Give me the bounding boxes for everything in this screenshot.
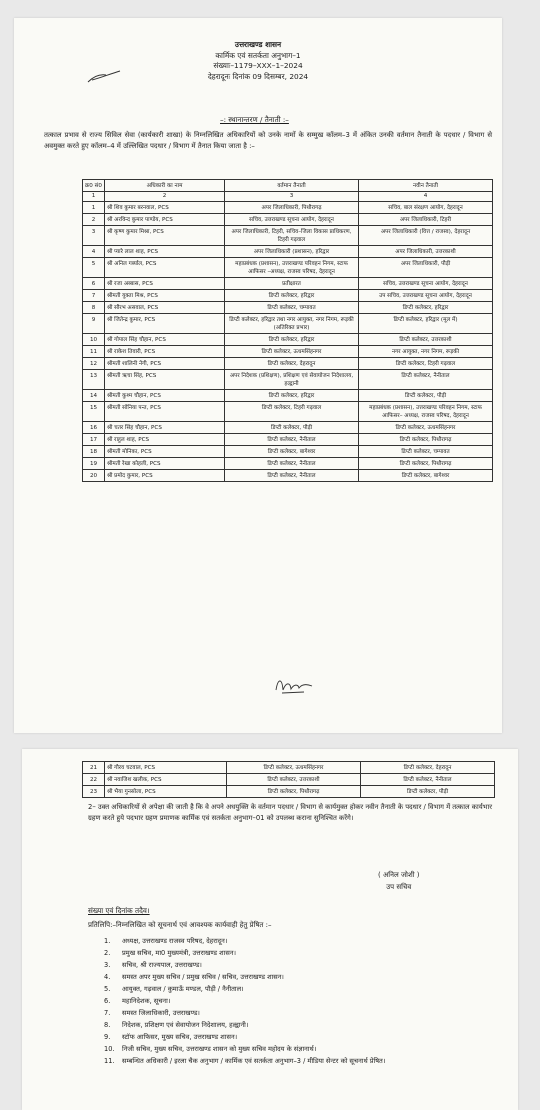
list-item-number: 10. (104, 1045, 115, 1053)
serial-cell: 19 (83, 458, 105, 470)
list-item-text: सम्बन्धित अधिकारी / इरला चैक अनुभाग / कार्मिक एवं सतर्कता अनुभाग–3 / मीडिया सेन्टर को सूचनार्थ प्रेषित। (122, 1057, 386, 1065)
column-number: 4 (359, 192, 493, 202)
serial-cell: 15 (83, 402, 105, 422)
list-item-text: आयुक्त, गढ़वाल / कुमाऊँ मण्डल, पौड़ी / नैनीताल। (122, 985, 244, 993)
new-posting-cell: डिप्टी कलेक्टर, बागेश्वर (359, 470, 493, 482)
table-row (83, 278, 493, 290)
serial-cell: 7 (83, 290, 105, 302)
officer-name-cell: श्रीमती युक्ता मिश्र, PCS (105, 290, 225, 302)
column-number: 2 (105, 192, 225, 202)
table-row (83, 370, 493, 390)
new-posting-cell: अपर जिलाधिकारी, उत्तरकाशी (359, 246, 493, 258)
officer-name-cell: श्री नवाजिश खलीक, PCS (105, 774, 227, 786)
list-item-number: 4. (104, 973, 111, 981)
officer-name-cell: श्री जितेन्द्र कुमार, PCS (105, 314, 225, 334)
table-row (83, 446, 493, 458)
current-posting-cell: डिप्टी कलेक्टर, चम्पावत (225, 302, 359, 314)
serial-cell: 6 (83, 278, 105, 290)
list-item-number: 9. (104, 1033, 111, 1041)
list-item (104, 935, 504, 947)
serial-cell: 13 (83, 370, 105, 390)
current-posting-cell: डिप्टी कलेक्टर, ऊधमसिंहनगर (227, 762, 361, 774)
serial-cell: 5 (83, 258, 105, 278)
list-item (104, 959, 504, 971)
table-row (83, 226, 493, 246)
serial-cell: 2 (83, 214, 105, 226)
officer-name-cell: श्री भैया गुनसोला, PCS (105, 786, 227, 798)
instruction-paragraph: 2– उक्त अधिकारियों से अपेक्षा की जाती है कि वे अपने अधयुक्ति के वर्तमान पदधार / विभाग से कार्यमुक्त होकर नवीन तैनाती के पदधार / विभाग में तत्काल कार्यभार ग्रहण करते हुये पदभार ग्रहण प्रमाणक कार्मिक एवं सतर्कता अनुभाग–01 को उपलब्ध कराना सुनिश्चित करेंगे। (88, 803, 492, 822)
document-header (14, 40, 502, 82)
table-row (83, 314, 493, 334)
officer-name-cell: श्री प्रमोद कुमार, PCS (105, 470, 225, 482)
officer-name-cell: श्री अरविन्द कुमार पाण्डेय, PCS (105, 214, 225, 226)
new-posting-cell: डिप्टी कलेक्टर, हरिद्वार (359, 302, 493, 314)
current-posting-cell: अपर जिलाधिकारी, टिहरी, सचिव–जिला विकास प्राधिकरण, टिहरी गढ़वाल (225, 226, 359, 246)
signature-mark (274, 674, 314, 696)
table-row (83, 302, 493, 314)
header-new-posting: नवीन तैनाती (359, 180, 493, 192)
current-posting-cell: डिप्टी कलेक्टर, बागेश्वर (225, 446, 359, 458)
serial-cell: 8 (83, 302, 105, 314)
header-serial: क्र0 सं0 (83, 180, 105, 192)
current-posting-cell: डिप्टी कलेक्टर, हरिद्वार (225, 390, 359, 402)
officer-name-cell: श्रीमती शालिनी नेगी, PCS (105, 358, 225, 370)
officer-name-cell: श्रीमती कुश्म चौहान, PCS (105, 390, 225, 402)
serial-cell: 3 (83, 226, 105, 246)
list-item-number: 1. (104, 937, 111, 945)
intro-paragraph: तत्काल प्रभाव से राज्य सिविल सेवा (कार्यकारी शाखा) के निम्नलिखित अधिकारियों को उनके नामों के सम्मुख कॉलम–3 में अंकित उनकी वर्तमान तैनाती के पदधार / विभाग से अवमुक्त करते हुए कॉलम–4 में उल्लिखित पदधार / विभाग में तैनात किया जाता है :– (44, 131, 492, 150)
table-row (83, 390, 493, 402)
copy-to-list (104, 935, 504, 1067)
new-posting-cell: महाप्रबंधक (प्रशासन), उत्तराखण्ड परिवहन निगम, स्टाफ आफिसर– अध्यक्ष, राजस्व परिषद, देहरादून (359, 402, 493, 422)
new-posting-cell: अपर जिलाधिकारी, टिहरी (359, 214, 493, 226)
list-item (104, 947, 504, 959)
list-item-number: 5. (104, 985, 111, 993)
list-item-number: 6. (104, 997, 111, 1005)
header-current-posting: वर्तमान तैनाती (225, 180, 359, 192)
officer-name-cell: श्री गोपाल सिंह चौहान, PCS (105, 334, 225, 346)
new-posting-cell: सचिव, उत्तराखण्ड सूचना आयोग, देहरादून (359, 278, 493, 290)
header-department: कार्मिक एवं सतर्कता अनुभाग–1 (215, 50, 301, 60)
new-posting-cell: डिप्टी कलेक्टर, टिहरी गढ़वाल (359, 358, 493, 370)
table-row (83, 434, 493, 446)
signatory-block (378, 869, 420, 893)
serial-cell: 11 (83, 346, 105, 358)
table-row (83, 214, 493, 226)
current-posting-cell: प्रतीक्षारत (225, 278, 359, 290)
serial-cell: 21 (83, 762, 105, 774)
officer-name-cell: श्री राहुल शाह, PCS (105, 434, 225, 446)
subject-line: –: स्थानान्तरण / तैनाती :– (220, 115, 289, 124)
new-posting-cell: उप सचिव, उत्तराखण्ड सूचना आयोग, देहरादून (359, 290, 493, 302)
current-posting-cell: अपर निदेशक (प्रशिक्षण), प्रशिक्षण एवं सेवायोजन निदेशालय, हल्द्वानी (225, 370, 359, 390)
new-posting-cell: अपर जिलाधिकारी (वित्त / राजस्व), देहरादून (359, 226, 493, 246)
table-row (83, 202, 493, 214)
serial-cell: 9 (83, 314, 105, 334)
officer-name-cell: श्री कृष्ण कुमार मिश्रा, PCS (105, 226, 225, 246)
new-posting-cell: डिप्टी कलेक्टर, चम्पावत (359, 446, 493, 458)
header-number: संख्याः–1179–XXX–1–2024 (213, 61, 303, 70)
list-item (104, 1031, 504, 1043)
current-posting-cell: सचिव, उत्तराखण्ड सूचना आयोग, देहरादून (225, 214, 359, 226)
current-posting-cell: डिप्टी कलेक्टर, हरिद्वार (225, 334, 359, 346)
new-posting-cell: डिप्टी कलेक्टर, नैनीताल (359, 370, 493, 390)
table-row (83, 422, 493, 434)
new-posting-cell: डिप्टी कलेक्टर, ऊधमसिंहनगर (359, 422, 493, 434)
serial-cell: 22 (83, 774, 105, 786)
current-posting-cell: अपर जिलाधिकारी, पिथौरागढ़ (225, 202, 359, 214)
new-posting-cell: डिप्टी कलेक्टर, पिथौरागढ़ (359, 458, 493, 470)
new-posting-cell: डिप्टी कलेक्टर, पौड़ी (361, 786, 495, 798)
list-item (104, 983, 504, 995)
transfer-table-continued (82, 761, 495, 798)
list-item-text: निदेशक, प्रशिक्षण एवं सेवायोजन निदेशालय, हल्द्वानी। (122, 1021, 249, 1029)
table-row (83, 774, 495, 786)
current-posting-cell: डिप्टी कलेक्टर, उत्तरकाशी (227, 774, 361, 786)
transfer-table-continued-body (83, 762, 495, 798)
officer-name-cell: श्री अनिल गर्ब्याल, PCS (105, 258, 225, 278)
list-item (104, 1019, 504, 1031)
new-posting-cell: डिप्टी कलेक्टर, पौड़ी (359, 390, 493, 402)
table-row (83, 346, 493, 358)
header-officer-name: अधिकारी का नाम (105, 180, 225, 192)
list-item (104, 1007, 504, 1019)
current-posting-cell: डिप्टी कलेक्टर, नैनीताल (225, 434, 359, 446)
officer-name-cell: श्री राकेश तिवारी, PCS (105, 346, 225, 358)
table-row (83, 258, 493, 278)
column-number: 3 (225, 192, 359, 202)
current-posting-cell: डिप्टी कलेक्टर, ऊधमसिंहनगर (225, 346, 359, 358)
list-item-number: 11. (104, 1057, 115, 1065)
list-item-text: समस्त अपर मुख्य सचिव / प्रमुख सचिव / सचिव, उत्तराखण्ड शासन। (122, 973, 284, 981)
list-item-text: सचिव, श्री राज्यपाल, उत्तराखण्ड। (122, 961, 202, 969)
transfer-table-body (83, 202, 493, 482)
table-row (83, 246, 493, 258)
table-row (83, 334, 493, 346)
new-posting-cell: डिप्टी कलेक्टर, देहरादून (361, 762, 495, 774)
table-row (83, 290, 493, 302)
list-item-number: 8. (104, 1021, 111, 1029)
number-date-line: संख्या एवं दिनांक तदैव। (88, 906, 150, 915)
list-item (104, 1043, 504, 1055)
list-item-number: 7. (104, 1009, 111, 1017)
new-posting-cell: अपर जिलाधिकारी, पौड़ी (359, 258, 493, 278)
document-page-2 (22, 749, 518, 1110)
header-date: देहरादूनः दिनांक 09 दिसम्बर, 2024 (207, 71, 309, 81)
officer-name-cell: श्रीमती मोनिका, PCS (105, 446, 225, 458)
table-row (83, 762, 495, 774)
list-item-number: 3. (104, 961, 111, 969)
officer-name-cell: श्री रजा अब्बास, PCS (105, 278, 225, 290)
list-item (104, 971, 504, 983)
list-item-text: स्टॉफ आफिसर, मुख्य सचिव, उत्तराखण्ड शासन। (122, 1033, 238, 1041)
serial-cell: 10 (83, 334, 105, 346)
current-posting-cell: डिप्टी कलेक्टर, देहरादून (225, 358, 359, 370)
current-posting-cell: डिप्टी कलेक्टर, नैनीताल (225, 470, 359, 482)
new-posting-cell: सचिव, बाल संरक्षण आयोग, देहरादून (359, 202, 493, 214)
new-posting-cell: डिप्टी कलेक्टर, हरिद्वार (मूल में) (359, 314, 493, 334)
list-item-text: प्रमुख सचिव, मा0 मुख्यमंत्री, उत्तराखण्ड शासन। (122, 949, 236, 957)
serial-cell: 17 (83, 434, 105, 446)
new-posting-cell: डिप्टी कलेक्टर, नैनीताल (361, 774, 495, 786)
table-row (83, 786, 495, 798)
officer-name-cell: श्री सौरभ असवाल, PCS (105, 302, 225, 314)
serial-cell: 14 (83, 390, 105, 402)
copy-to-heading: प्रतिलिपि:–निम्नलिखित को सूचनार्थ एवं आवश्यक कार्यवाही हेतु प्रेषित :– (88, 921, 272, 929)
officer-name-cell: श्रीमती रेखा कोहली, PCS (105, 458, 225, 470)
current-posting-cell: महाप्रबंधक (प्रशासन), उत्तराखण्ड परिवहन निगम, स्टाफ आफिसर –अध्यक्ष, राजस्व परिषद, देहरादून (225, 258, 359, 278)
serial-cell: 4 (83, 246, 105, 258)
list-item-text: महानिदेशक, सूचना। (122, 997, 171, 1005)
officer-name-cell: श्रीमती ऋचा सिंह, PCS (105, 370, 225, 390)
officer-name-cell: श्री शिव कुमार बरनवाल, PCS (105, 202, 225, 214)
new-posting-cell: डिप्टी कलेक्टर, पिथौरागढ़ (359, 434, 493, 446)
current-posting-cell: डिप्टी कलेक्टर, टिहरी गढ़वाल (225, 402, 359, 422)
column-number: 1 (83, 192, 105, 202)
signatory-name: ( अनिल जोशी ) (378, 871, 420, 879)
current-posting-cell: डिप्टी कलेक्टर, हरिद्वार तथा नगर आयुक्त, नगर निगम, रूड़की (अतिरिक्त प्रभार) (225, 314, 359, 334)
list-item-text: समस्त जिलाधिकारी, उत्तराखण्ड। (122, 1009, 200, 1017)
transfer-table (82, 179, 493, 482)
document-page-1 (14, 18, 502, 733)
officer-name-cell: श्री प्यारे लाल शाह, PCS (105, 246, 225, 258)
header-government: उत्तराखण्ड शासन (234, 40, 282, 49)
serial-cell: 18 (83, 446, 105, 458)
list-item (104, 995, 504, 1007)
serial-cell: 16 (83, 422, 105, 434)
table-row (83, 470, 493, 482)
new-posting-cell: नगर आयुक्त, नगर निगम, रूड़की (359, 346, 493, 358)
officer-name-cell: श्री गौरव चटवाल, PCS (105, 762, 227, 774)
current-posting-cell: डिप्टी कलेक्टर, पौड़ी (225, 422, 359, 434)
current-posting-cell: डिप्टी कलेक्टर, नैनीताल (225, 458, 359, 470)
table-row (83, 358, 493, 370)
serial-cell: 1 (83, 202, 105, 214)
current-posting-cell: अपर जिलाधिकारी (प्रशासन), हरिद्वार (225, 246, 359, 258)
current-posting-cell: डिप्टी कलेक्टर, पिथौरागढ़ (227, 786, 361, 798)
officer-name-cell: श्रीमती सोनिया पन्त, PCS (105, 402, 225, 422)
list-item-text: निजी सचिव, मुख्य सचिव, उत्तराखण्ड शासन को मुख्य सचिव महोदय के संज्ञानार्थ। (122, 1045, 317, 1053)
signatory-designation: उप सचिव (386, 883, 412, 891)
current-posting-cell: डिप्टी कलेक्टर, हरिद्वार (225, 290, 359, 302)
officer-name-cell: श्री चतर सिंह चौहान, PCS (105, 422, 225, 434)
table-row (83, 402, 493, 422)
serial-cell: 12 (83, 358, 105, 370)
serial-cell: 20 (83, 470, 105, 482)
serial-cell: 23 (83, 786, 105, 798)
table-row (83, 458, 493, 470)
list-item-number: 2. (104, 949, 111, 957)
list-item (104, 1055, 504, 1067)
new-posting-cell: डिप्टी कलेक्टर, उत्तरकाशी (359, 334, 493, 346)
list-item-text: अध्यक्ष, उत्तराखण्ड राजस्व परिषद, देहरादून। (122, 937, 228, 945)
